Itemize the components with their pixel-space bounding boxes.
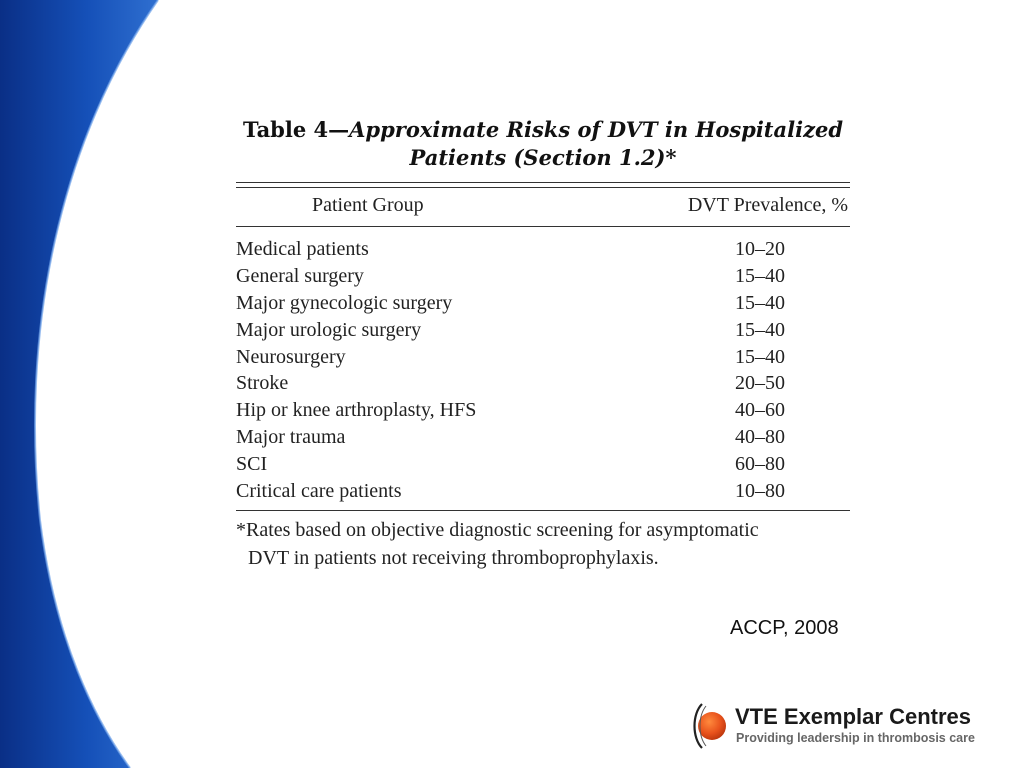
- row-prevalence: 40–60: [735, 399, 785, 422]
- source-citation: ACCP, 2008: [730, 617, 839, 639]
- logo-mark-icon: [690, 700, 730, 752]
- table-row: [236, 317, 850, 344]
- table-bottom-rule: [236, 510, 850, 511]
- row-patient-group: Major trauma: [236, 426, 346, 449]
- table-title: [236, 116, 850, 172]
- row-patient-group: SCI: [236, 453, 268, 476]
- row-patient-group: Major urologic surgery: [236, 318, 422, 341]
- table-row: [236, 263, 850, 290]
- header-patient-group: Patient Group: [312, 194, 424, 216]
- row-patient-group: Major gynecologic surgery: [236, 291, 453, 314]
- table-title-lead: Table 4—: [242, 117, 350, 142]
- table-title-line2: Patients (Section 1.2)*: [409, 145, 677, 170]
- table-header-rule: [236, 226, 850, 227]
- row-patient-group: Stroke: [236, 372, 289, 395]
- row-prevalence: 10–80: [735, 480, 785, 503]
- row-patient-group: Neurosurgery: [236, 345, 346, 368]
- row-prevalence: 15–40: [735, 264, 785, 287]
- row-prevalence: 15–40: [735, 291, 785, 314]
- row-patient-group: Medical patients: [236, 238, 369, 260]
- table-top-rule: [236, 182, 850, 183]
- table-row: [236, 370, 850, 397]
- header-dvt-prevalence: DVT Prevalence, %: [687, 194, 848, 216]
- table-top-rule-double: [236, 187, 850, 188]
- table-row: [236, 290, 850, 317]
- table-footnote: [236, 516, 850, 572]
- row-prevalence: 15–40: [735, 345, 785, 368]
- row-patient-group: Critical care patients: [236, 480, 402, 503]
- decorative-blue-arc: [0, 0, 160, 768]
- logo-name: VTE Exemplar Centres: [735, 704, 971, 729]
- row-prevalence: 40–80: [735, 426, 785, 449]
- table-row: [236, 397, 850, 424]
- logo-tagline: Providing leadership in thrombosis care: [736, 731, 975, 745]
- row-prevalence: 20–50: [735, 372, 785, 395]
- footnote-line1: *Rates based on objective diagnostic screening for asymptomatic: [236, 519, 759, 541]
- row-patient-group: General surgery: [236, 264, 364, 287]
- table-row: [236, 344, 850, 371]
- row-prevalence: 60–80: [735, 453, 785, 476]
- row-prevalence: 10–20: [735, 238, 785, 260]
- table-row: [236, 236, 850, 263]
- table-body: [236, 236, 850, 505]
- table-header-row: [236, 194, 850, 222]
- vte-exemplar-logo: [690, 700, 1000, 752]
- table-row: [236, 424, 850, 451]
- table-row: [236, 478, 850, 505]
- row-prevalence: 15–40: [735, 318, 785, 341]
- footnote-line2: DVT in patients not receiving thromboprophylaxis.: [248, 547, 659, 569]
- table-row: [236, 451, 850, 478]
- table-title-rest: Approximate Risks of DVT in Hospitalized: [349, 117, 844, 142]
- row-patient-group: Hip or knee arthroplasty, HFS: [236, 399, 477, 422]
